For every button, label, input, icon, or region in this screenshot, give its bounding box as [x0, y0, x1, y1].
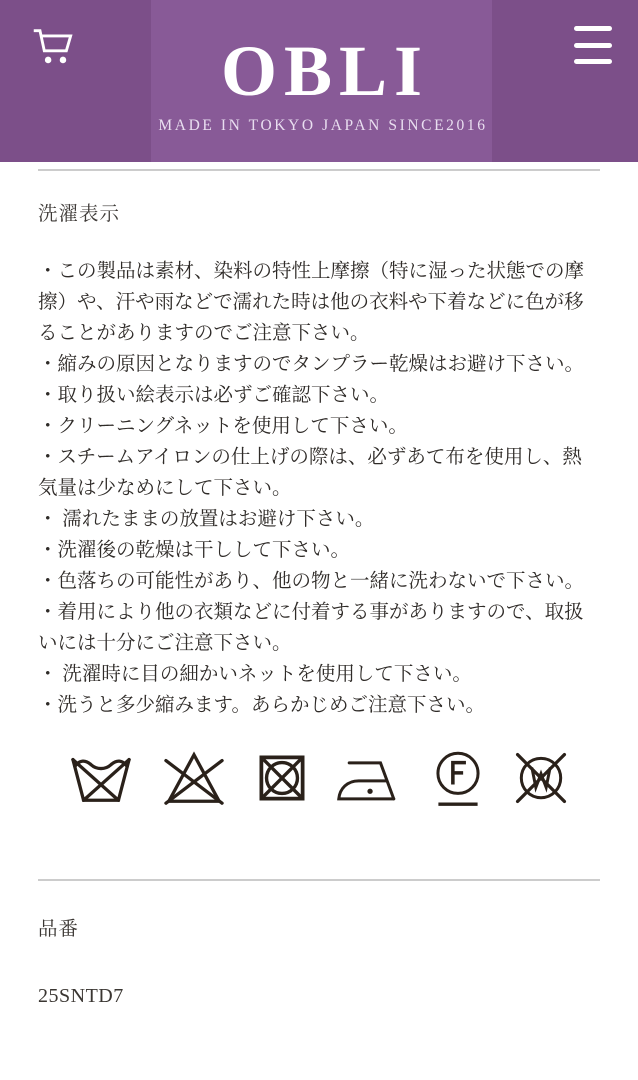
app-header: [0, 0, 638, 162]
care-note: ・ 濡れたままの放置はお避け下さい。: [38, 509, 375, 530]
care-note: ・スチームアイロンの仕上げの際は、必ずあて布を使用し、熱気量は少なめにして下さい。: [38, 447, 582, 499]
brand-tagline: MADE IN TOKYO JAPAN SINCE2016: [158, 116, 488, 134]
do-not-wet-clean-icon: [509, 748, 573, 808]
care-notes: [38, 256, 600, 721]
care-note: ・着用により他の衣類などに付着する事がありますので、取扱いには十分にご注意下さい。: [38, 602, 584, 654]
care-symbols-row: [38, 747, 600, 809]
brand-name: OBLI: [220, 31, 430, 112]
care-note: ・洗濯後の乾燥は干しして下さい。: [38, 540, 351, 561]
do-not-bleach-icon: [159, 748, 229, 808]
care-note: ・この製品は素材、染料の特性上摩擦（特に湿った状態での摩擦）や、汗や雨などで濡れた時は他の衣料や下着などに色が移ることがありますのでご注意下さい。: [38, 261, 585, 344]
brand-logo[interactable]: [151, 0, 492, 162]
divider: [38, 879, 600, 881]
care-note: ・クリーニングネットを使用して下さい。: [38, 416, 408, 437]
care-note: ・縮みの原因となりますのでタンプラー乾燥はお避け下さい。: [38, 354, 585, 375]
product-number-label: 品番: [38, 919, 80, 940]
care-note: ・ 洗濯時に目の細かいネットを使用して下さい。: [38, 664, 472, 685]
product-number-value: 25SNTD7: [38, 985, 124, 1007]
page-content: [0, 169, 638, 1008]
menu-button[interactable]: [574, 26, 614, 64]
care-section-heading: 洗濯表示: [38, 204, 121, 225]
hamburger-menu-icon: [574, 26, 612, 31]
do-not-tumble-dry-icon: [252, 748, 312, 808]
iron-low-one-dot-icon: [335, 749, 407, 807]
care-note: ・取り扱い絵表示は必ずご確認下さい。: [38, 385, 390, 406]
divider: [38, 169, 600, 171]
care-note: ・色落ちの可能性があり、他の物と一緒に洗わないで下さい。: [38, 571, 585, 592]
dry-clean-F-icon: [430, 748, 486, 808]
do-not-wash-icon: [66, 748, 136, 808]
cart-button[interactable]: [28, 22, 74, 72]
care-note: ・洗うと多少縮みます。あらかじめご注意下さい。: [38, 695, 485, 716]
cart-icon: [28, 60, 74, 75]
